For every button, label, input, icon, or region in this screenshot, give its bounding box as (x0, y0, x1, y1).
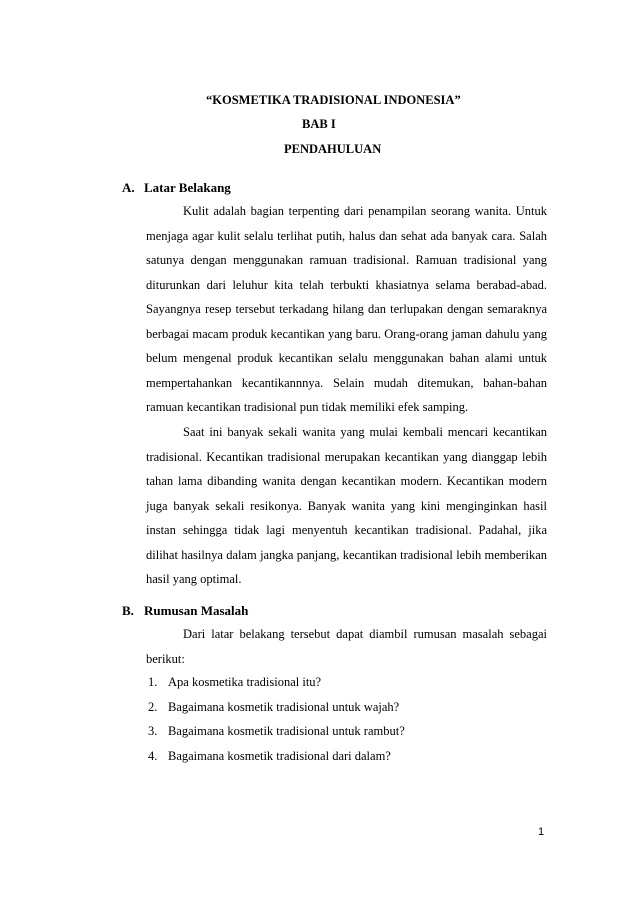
list-text: Bagaimana kosmetik tradisional dari dalam? (168, 748, 391, 763)
list-number: 1. (148, 675, 158, 689)
section-letter: B. (122, 603, 134, 618)
list-text: Bagaimana kosmetik tradisional untuk rambut? (168, 724, 405, 738)
section-title: Latar Belakang (144, 180, 231, 195)
section-title: Rumusan Masalah (144, 603, 249, 618)
section-letter: A. (122, 180, 135, 195)
paragraph: Kulit adalah bagian terpenting dari penampilan seorang wanita. Untuk menjaga agar kulit selalu terlihat putih, halus dan sehat ada banyak cara. Salah satunya dengan menggunakan ramuan tradisional. Ramuan tradisional yang diturunkan dari leluhur kita telah terbukti khasiatnya selama berabad-abad. Sayangnya resep tersebut terkadang hilang dan terlupakan dengan semaraknya berbagai macam produk kecantikan yang baru. Orang-orang jaman dahulu yang belum mengenal produk kecantikan selalu menggunakan bahan alami untuk mempertahankan kecantikannnya. Selain mudah ditemukan, bahan-bahan ramuan kecantikan tradisional pun tidak memiliki efek samping. (146, 204, 547, 414)
list-item (148, 695, 405, 720)
list-item (148, 719, 405, 744)
paragraph: Dari latar belakang tersebut dapat diambil rumusan masalah sebagai berikut: (146, 627, 547, 666)
list-number: 2. (148, 699, 158, 714)
paragraph: Saat ini banyak sekali wanita yang mulai kembali mencari kecantikan tradisional. Kecantikan tradisional merupakan kecantikan yang dianggap lebih tahan lama dibanding wanita dengan kecantikan modern. Kecantikan modern juga banyak sekali resikonya. Banyak wanita yang kini menginginkan hasil instan sehingga tidak lagi menyentuh kecantikan tradisional. Padahal, jika dilihat hasilnya dalam jangka panjang, kecantikan tradisional lebih memberikan hasil yang optimal. (146, 425, 547, 586)
chapter-number: BAB I (302, 117, 336, 131)
list-text: Bagaimana kosmetik tradisional untuk wajah? (168, 699, 400, 714)
chapter-title: PENDAHULUAN (284, 142, 382, 156)
list-number: 4. (148, 748, 158, 763)
section-heading-rumusan-masalah (122, 603, 248, 618)
list-item (148, 670, 405, 695)
list-item (148, 744, 405, 769)
section-heading-latar-belakang (122, 180, 231, 195)
problem-list (148, 670, 405, 768)
list-number: 3. (148, 724, 158, 738)
list-text: Apa kosmetika tradisional itu? (168, 675, 322, 689)
document-title: “KOSMETIKA TRADISIONAL INDONESIA” (206, 93, 461, 107)
page-number: 1 (538, 826, 545, 838)
